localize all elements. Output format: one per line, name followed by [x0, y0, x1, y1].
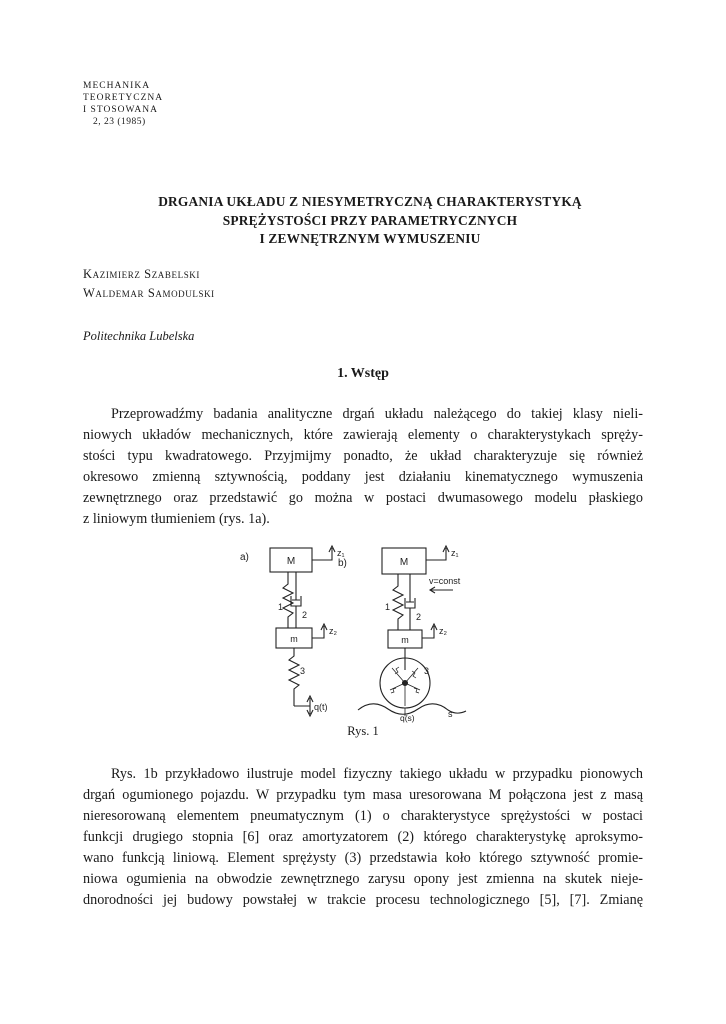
title-line-3: I ZEWNĘTRZNYM WYMUSZENIU	[259, 231, 481, 246]
spring-1-b	[393, 574, 403, 630]
qs-label: q(s)	[400, 713, 415, 723]
text-line: drgań ogumionego pojazdu. W przypadku tym masa uresorowana M połączona jest z masą	[83, 787, 643, 803]
wheel-spokes	[390, 668, 420, 706]
label-1-b: 1	[385, 602, 391, 612]
section-heading: 1. Wstęp	[337, 366, 389, 381]
label-3-a: 3	[300, 666, 306, 676]
label-2-b: 2	[416, 612, 422, 622]
text-line: stości typu kwadratowego. Przyjmijmy ponadto, że układ charakteryzuje się również	[83, 448, 643, 464]
qt-label: q(t)	[314, 702, 328, 712]
mass-M-label-a: M	[286, 556, 296, 567]
text-line: okresowo zmienną sztywnością, poddany jest działaniu kinematycznego wymuszenia	[83, 469, 643, 485]
title-line-1: DRGANIA UKŁADU Z NIESYMETRYCZNĄ CHARAKTERYSTYKĄ	[158, 194, 582, 209]
text-line: dnorodności jej budowy powstałej w trakcie procesu technologicznego [5], [7]. Zmianę	[83, 892, 643, 908]
journal-name-line2: TEORETYCZNA	[83, 93, 164, 103]
journal-name-line3: I STOSOWANA	[83, 105, 158, 115]
spring-3-a	[289, 648, 299, 706]
journal-name-line1: MECHANIKA	[83, 81, 151, 91]
z1-label-a: z₁	[337, 548, 345, 558]
z2-label-a: z₂	[329, 626, 337, 636]
author-list	[83, 265, 215, 303]
mass-m-label-b: m	[401, 635, 409, 645]
text-line: wano funkcją liniową. Element sprężysty (3) przedstawia koło którego sztywność promie-	[83, 850, 643, 866]
intro-paragraph	[83, 404, 643, 530]
title-line-2: SPRĘŻYSTOŚCI PRZY PARAMETRYCZNYCH	[222, 212, 518, 228]
paper-title	[90, 193, 650, 249]
figure-model-diagram	[240, 538, 480, 723]
text-line: niowa ogumienia na obwodzie zewnętrznego zarysu opony jest zmienna na skutek nieje-	[83, 871, 643, 887]
damper-2-b	[405, 574, 415, 630]
text-line: funkcji drugiego stopnia [6] oraz amortyzatorem (2) którego charakterystykę aproksymo-	[83, 829, 643, 845]
text-line: zewnętrznego oraz przedstawić go można w postaci dwumasowego modelu płaskiego	[83, 490, 643, 506]
journal-volume: 2, 23 (1985)	[93, 117, 146, 127]
affiliation: Politechnika Lubelska	[83, 329, 195, 343]
mass-m-label-a: m	[290, 634, 298, 644]
z1-arrow-a	[312, 548, 332, 560]
mass-M-label-b: M	[399, 557, 409, 568]
text-line: nieresorowaną elementem pneumatycznym (1) o charakterystyce sprężystości w postaci	[83, 808, 643, 824]
journal-info	[83, 80, 163, 128]
second-paragraph	[83, 764, 643, 911]
text-line: Rys. 1b przykładowo ilustruje model fizyczny takiego układu w przypadku pionowych	[111, 766, 643, 782]
author-1: Kazimierz Szabelski	[83, 267, 200, 281]
z1-label-b: z₁	[451, 548, 459, 558]
label-3-b: 3	[424, 666, 430, 676]
author-2: Waldemar Samodulski	[83, 286, 215, 300]
z2-label-b: z₂	[439, 626, 447, 636]
velocity-label: v=const	[429, 576, 461, 586]
panel-b-label: b)	[338, 558, 347, 569]
s-label: s	[448, 709, 453, 719]
label-1-a: 1	[278, 602, 284, 612]
text-line: niowych układów mechanicznych, które zawierają elementy o charakterystykach spręży-	[83, 427, 643, 443]
figure-caption: Rys. 1	[347, 724, 379, 738]
damper-2-a	[291, 572, 301, 628]
text-line: z liniowym tłumieniem (rys. 1a).	[83, 511, 270, 527]
velocity-arrow	[430, 587, 453, 593]
text-line: Przeprowadźmy badania analityczne drgań układu należącego do takiej klasy nieli-	[111, 406, 643, 422]
panel-a-label: a)	[240, 552, 249, 563]
label-2-a: 2	[302, 610, 308, 620]
z1-arrow-b	[426, 548, 446, 560]
